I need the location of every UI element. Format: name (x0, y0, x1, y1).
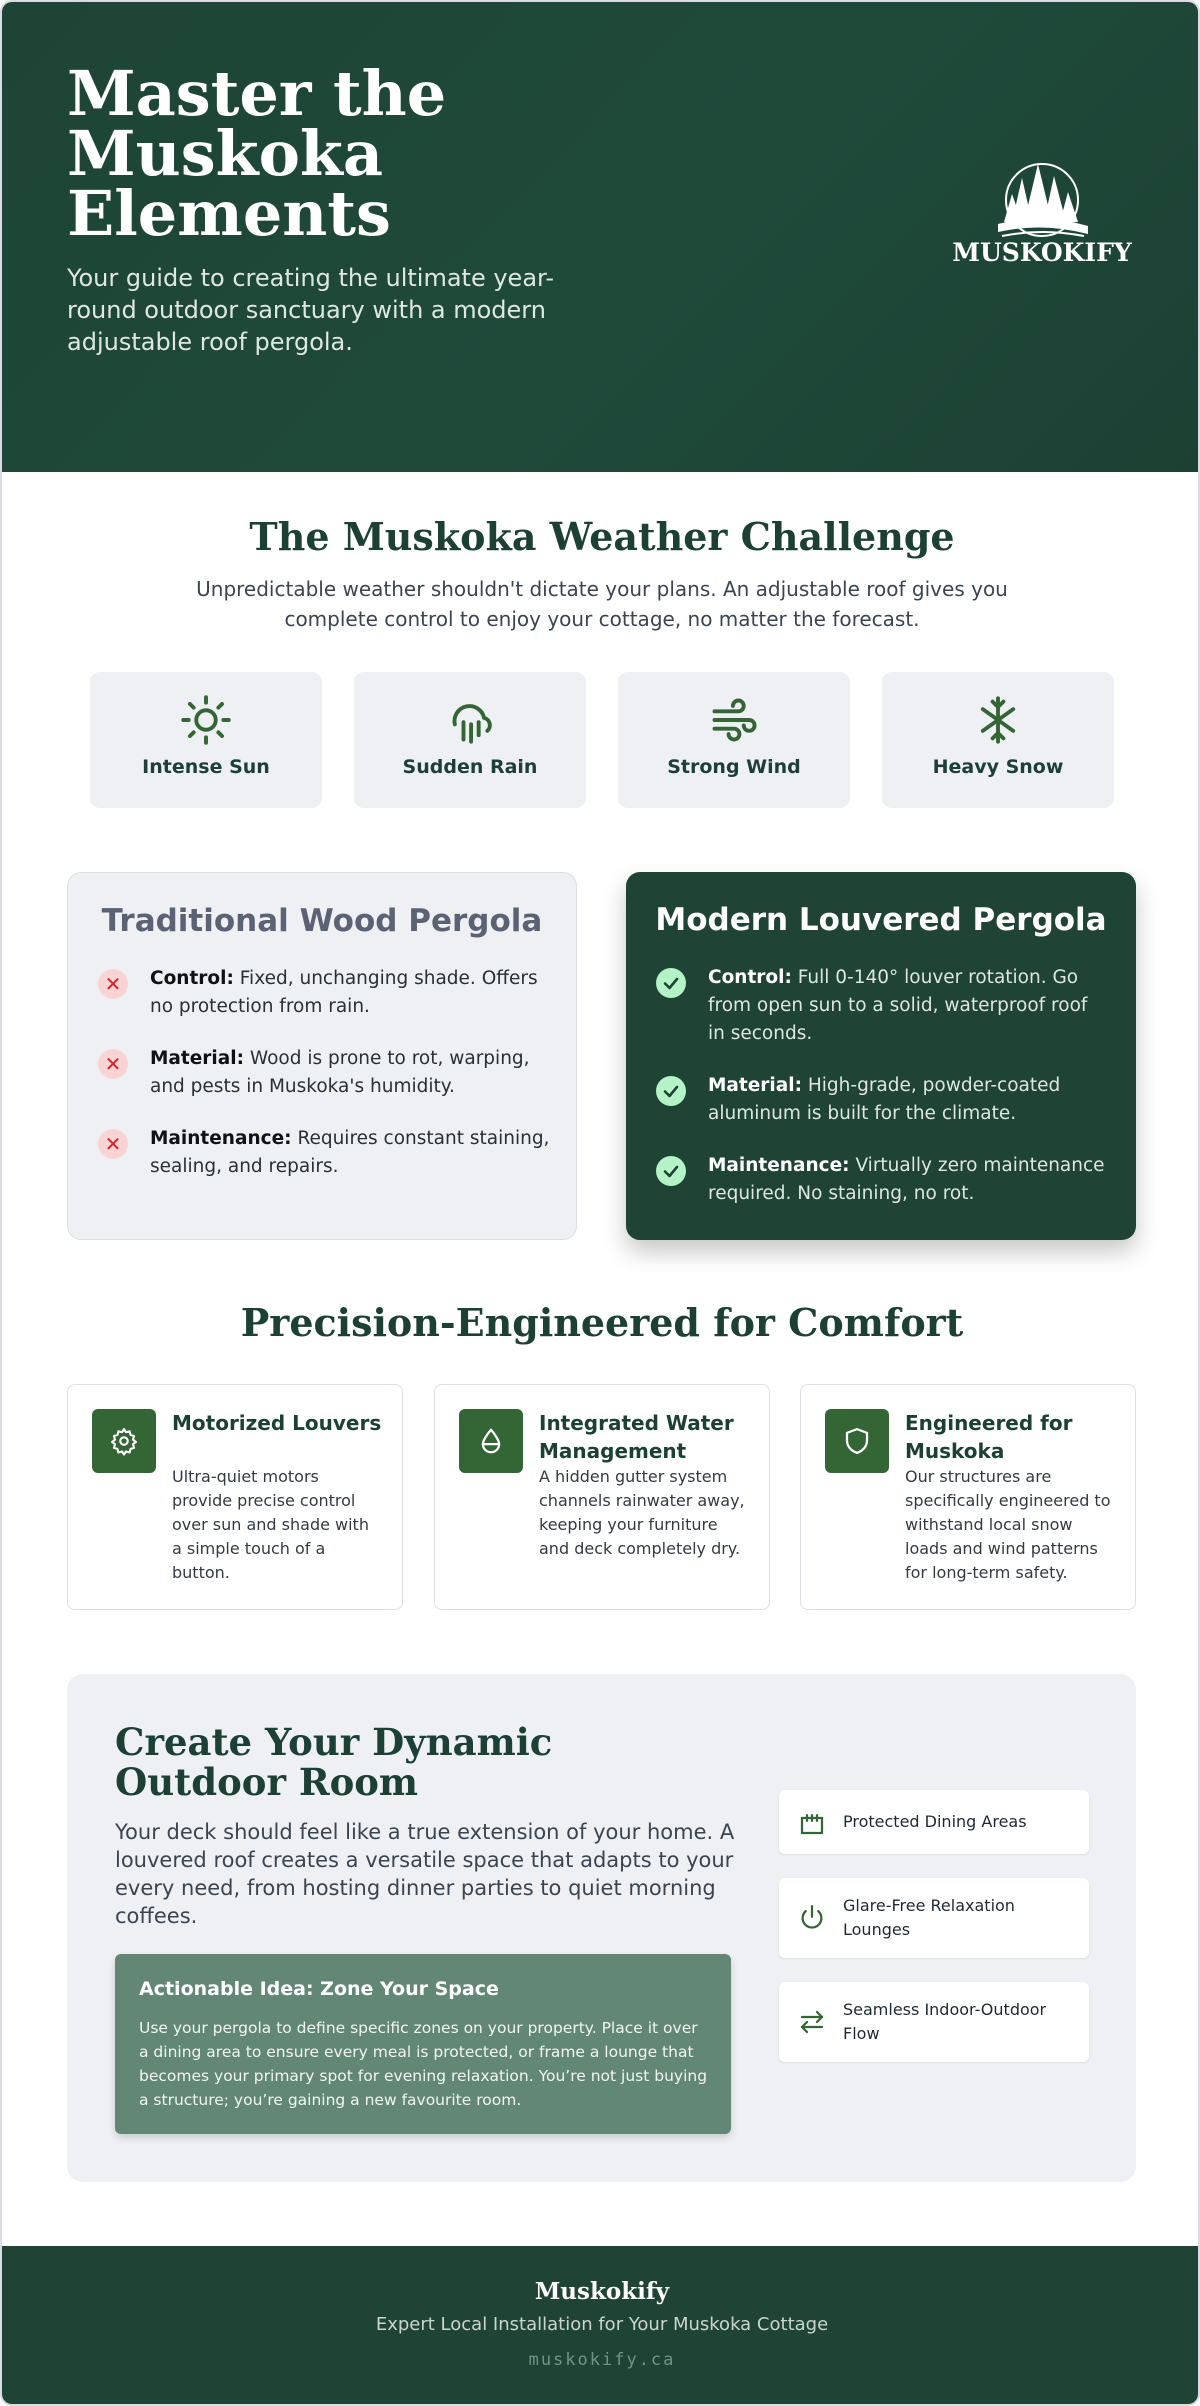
shield-icon (842, 1426, 872, 1456)
hero-banner (2, 2, 1200, 472)
idea-text: Use your pergola to define specific zones on your property. Place it over a dining area to ensure every meal is protected, or frame a lounge that becomes your primary spot for evening relaxation. You’re not just buying a structure; you’re gaining a new favourite room. (139, 2019, 708, 2109)
item-label: Control: (150, 968, 234, 989)
zone-label: Protected Dining Areas (843, 1812, 1027, 1831)
weather-label: Heavy Snow (932, 756, 1064, 778)
weather-label: Intense Sun (142, 756, 270, 778)
item-label: Material: (150, 1048, 244, 1069)
feature-card-water (434, 1384, 770, 1610)
pine-trees-logo-icon (942, 160, 1142, 240)
room-body: Your deck should feel like a true extension of your home. A louvered roof creates a versatile space that adapts to your every need, from hosting dinner parties to quiet morning coffees. (115, 1820, 735, 1928)
check-icon (656, 968, 686, 998)
feature-text: Ultra-quiet motors provide precise control over sun and shade with a simple touch of a button. (172, 1467, 369, 1582)
sun-icon (180, 694, 232, 746)
feature-title: Integrated Water Management (539, 1411, 734, 1463)
item-text: Virtually zero maintenance required. No staining, no rot. (708, 1155, 1105, 1204)
check-icon (656, 1076, 686, 1106)
feature-icon-box (92, 1409, 156, 1473)
traditional-pergola-card (67, 872, 577, 1240)
zone-label: Glare-Free Relaxation Lounges (843, 1896, 1015, 1939)
weather-card-snow (882, 672, 1114, 808)
actionable-idea-box (115, 1954, 731, 2134)
arrows-exchange-icon (797, 2007, 827, 2037)
feature-icon-box (459, 1409, 523, 1473)
weather-label: Strong Wind (667, 756, 801, 778)
feature-title: Engineered for Muskoka (905, 1411, 1073, 1463)
power-icon (797, 1903, 827, 1933)
gear-icon (109, 1426, 139, 1456)
item-text: Wood is prone to rot, warping, and pests in Muskoka's humidity. (150, 1048, 530, 1097)
rain-cloud-icon (444, 694, 496, 746)
idea-title: Actionable Idea: Zone Your Space (139, 1978, 499, 2000)
feature-icon-box (825, 1409, 889, 1473)
feature-card-louvers (67, 1384, 403, 1610)
feature-text: Our structures are specifically engineered to withstand local snow loads and wind patterns for long-term safety. (905, 1467, 1111, 1582)
footer-tagline: Expert Local Installation for Your Muskoka Cottage (375, 2314, 829, 2335)
room-title: Create Your Dynamic Outdoor Room (115, 1720, 553, 1804)
item-label: Maintenance: (150, 1128, 292, 1149)
weather-card-rain (354, 672, 586, 808)
item-text: Full 0-140° louver rotation. Go from open sun to a solid, waterproof roof in seconds. (708, 967, 1088, 1044)
features-title: Precision-Engineered for Comfort (240, 1300, 964, 1345)
water-drop-icon (476, 1426, 506, 1456)
weather-card-wind (618, 672, 850, 808)
challenge-intro: Unpredictable weather shouldn't dictate your plans. An adjustable roof gives you complete control to enjoy your cottage, no matter the forecast. (196, 577, 1008, 631)
muskokify-logo (942, 160, 1142, 270)
weather-label: Sudden Rain (402, 756, 538, 778)
modern-pergola-card (626, 872, 1136, 1240)
dining-table-icon (797, 1808, 827, 1838)
item-text: High-grade, powder-coated aluminum is built for the climate. (708, 1075, 1061, 1124)
weather-card-sun (90, 672, 322, 808)
footer-brand-name: Muskokify (534, 2278, 670, 2305)
item-text: Requires constant staining, sealing, and repairs. (150, 1128, 550, 1177)
feature-card-engineered (800, 1384, 1136, 1610)
zone-item-dining (779, 1790, 1089, 1854)
check-icon (656, 1156, 686, 1186)
outdoor-room-section (67, 1674, 1136, 2182)
modern-title: Modern Louvered Pergola (655, 902, 1107, 938)
zone-item-flow (779, 1982, 1089, 2062)
logo-wordmark: MUSKOKIFY (952, 238, 1132, 267)
challenge-title: The Muskoka Weather Challenge (249, 514, 955, 559)
item-text: Fixed, unchanging shade. Offers no protection from rain. (150, 968, 538, 1017)
zone-label: Seamless Indoor-Outdoor Flow (843, 2000, 1047, 2043)
snowflake-icon (972, 694, 1024, 746)
weather-cards (90, 672, 1114, 808)
hero-subtitle: Your guide to creating the ultimate year-round outdoor sanctuary with a modern adjustable roof pergola. (67, 264, 555, 356)
cross-icon: ✕ (98, 969, 128, 999)
cross-icon: ✕ (98, 1049, 128, 1079)
feature-text: A hidden gutter system channels rainwater away, keeping your furniture and deck completely dry. (539, 1467, 745, 1558)
footer (2, 2246, 1200, 2406)
zone-item-lounge (779, 1878, 1089, 1958)
cross-icon: ✕ (98, 1129, 128, 1159)
hero-title: Master the Muskoka Elements (67, 57, 447, 250)
traditional-title: Traditional Wood Pergola (101, 903, 543, 939)
item-label: Control: (708, 967, 792, 988)
item-label: Material: (708, 1075, 802, 1096)
footer-website-link[interactable]: muskokify.ca (528, 2350, 676, 2370)
item-label: Maintenance: (708, 1155, 850, 1176)
feature-title: Motorized Louvers (172, 1411, 382, 1435)
wind-icon (708, 694, 760, 746)
